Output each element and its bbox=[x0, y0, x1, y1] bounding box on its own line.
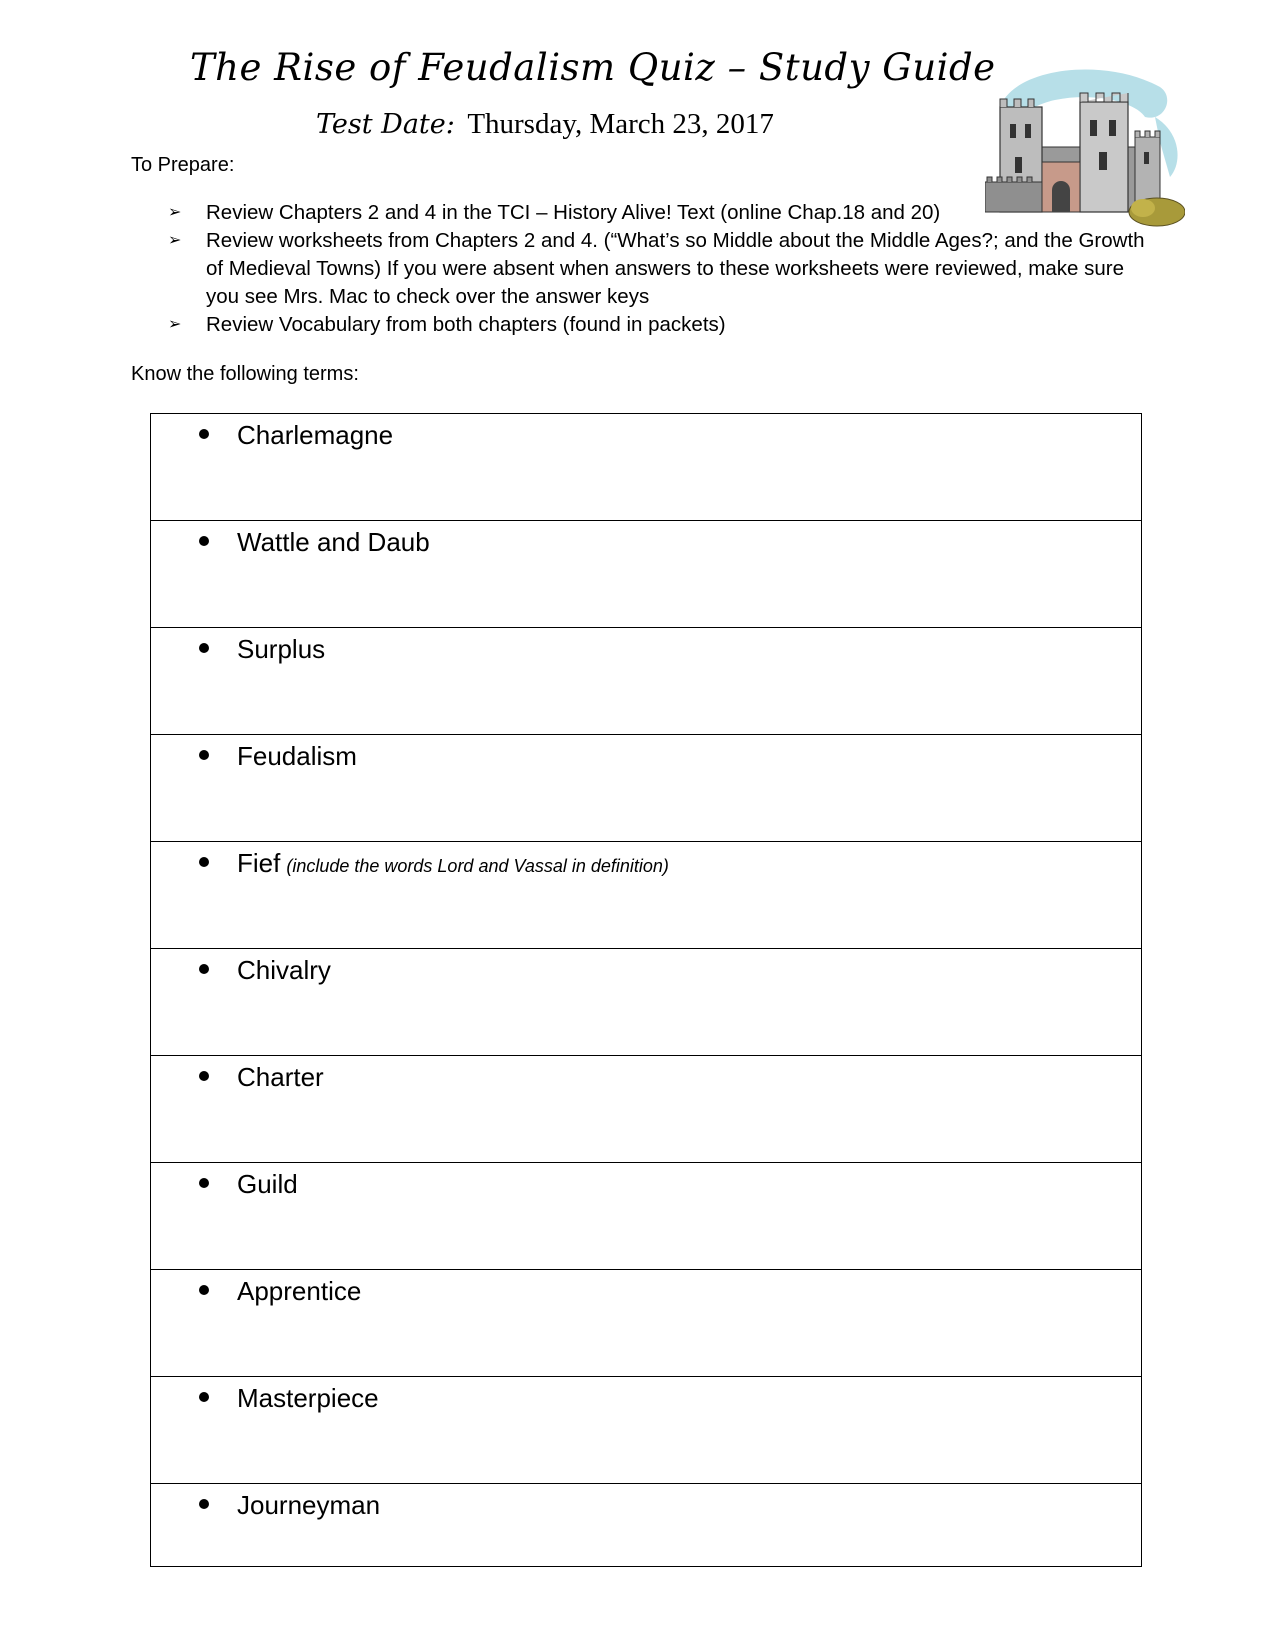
test-date bbox=[316, 108, 774, 141]
list-item: ➢ Review worksheets from Chapters 2 and 4. (“What’s so Middle about the Middle Ages?; and the Growth of Medieval Towns) If you were absent when answers to these worksheets were reviewed, make sure you see Mrs. Mac to check over the answer keys bbox=[168, 229, 1145, 308]
test-date-label: Test Date: bbox=[316, 109, 455, 140]
term-word: Guild bbox=[237, 1169, 298, 1199]
term-cell[interactable] bbox=[151, 1377, 1142, 1484]
bullet-icon bbox=[199, 536, 209, 546]
list-item: ➢ Review Chapters 2 and 4 in the TCI – History Alive! Text (online Chap.18 and 20) bbox=[168, 199, 1148, 227]
table-row bbox=[151, 1377, 1142, 1484]
term-cell[interactable] bbox=[151, 1484, 1142, 1567]
term-word: Apprentice bbox=[237, 1276, 362, 1306]
term-cell[interactable] bbox=[151, 414, 1142, 521]
term-word: Charter bbox=[237, 1062, 324, 1092]
term-cell[interactable] bbox=[151, 1270, 1142, 1377]
table-row bbox=[151, 1163, 1142, 1270]
term-cell[interactable] bbox=[151, 521, 1142, 628]
list-item: ➢ Review Vocabulary from both chapters (found in packets) bbox=[168, 311, 1148, 339]
bullet-icon bbox=[199, 1285, 209, 1295]
test-date-value: Thursday, March 23, 2017 bbox=[467, 108, 774, 140]
table-row bbox=[151, 414, 1142, 521]
term-word: Fief bbox=[237, 848, 281, 878]
bullet-icon bbox=[199, 750, 209, 760]
bullet-icon bbox=[199, 964, 209, 974]
term-cell[interactable] bbox=[151, 949, 1142, 1056]
bullet-icon bbox=[199, 429, 209, 439]
term-cell[interactable] bbox=[151, 842, 1142, 949]
bullet-icon bbox=[199, 857, 209, 867]
term-word: Journeyman bbox=[237, 1490, 381, 1520]
bullet-icon bbox=[199, 1499, 209, 1509]
arrow-bullet-icon: ➢ bbox=[168, 316, 182, 333]
term-word: Feudalism bbox=[237, 741, 357, 771]
table-row bbox=[151, 628, 1142, 735]
term-cell[interactable] bbox=[151, 1056, 1142, 1163]
term-word: Surplus bbox=[237, 634, 326, 664]
table-row bbox=[151, 842, 1142, 949]
term-word: Wattle and Daub bbox=[237, 527, 430, 557]
page-title: The Rise of Feudalism Quiz – Study Guide bbox=[190, 46, 996, 89]
prepare-list bbox=[168, 199, 1148, 339]
term-note: (include the words Lord and Vassal in definition) bbox=[286, 856, 669, 876]
bullet-icon bbox=[199, 1071, 209, 1081]
arrow-bullet-icon: ➢ bbox=[168, 204, 182, 221]
term-cell[interactable] bbox=[151, 1163, 1142, 1270]
table-row bbox=[151, 521, 1142, 628]
term-cell[interactable] bbox=[151, 735, 1142, 842]
term-word: Charlemagne bbox=[237, 420, 394, 450]
bullet-icon bbox=[199, 1392, 209, 1402]
term-cell[interactable] bbox=[151, 628, 1142, 735]
terms-table bbox=[150, 413, 1142, 1567]
term-word: Chivalry bbox=[237, 955, 331, 985]
terms-heading: Know the following terms: bbox=[131, 363, 359, 385]
table-row bbox=[151, 1270, 1142, 1377]
table-row bbox=[151, 735, 1142, 842]
term-word: Masterpiece bbox=[237, 1383, 379, 1413]
table-row bbox=[151, 1056, 1142, 1163]
bullet-icon bbox=[199, 643, 209, 653]
table-row bbox=[151, 1484, 1142, 1567]
prepare-heading: To Prepare: bbox=[131, 154, 235, 176]
bullet-icon bbox=[199, 1178, 209, 1188]
table-row bbox=[151, 949, 1142, 1056]
arrow-bullet-icon: ➢ bbox=[168, 232, 182, 249]
